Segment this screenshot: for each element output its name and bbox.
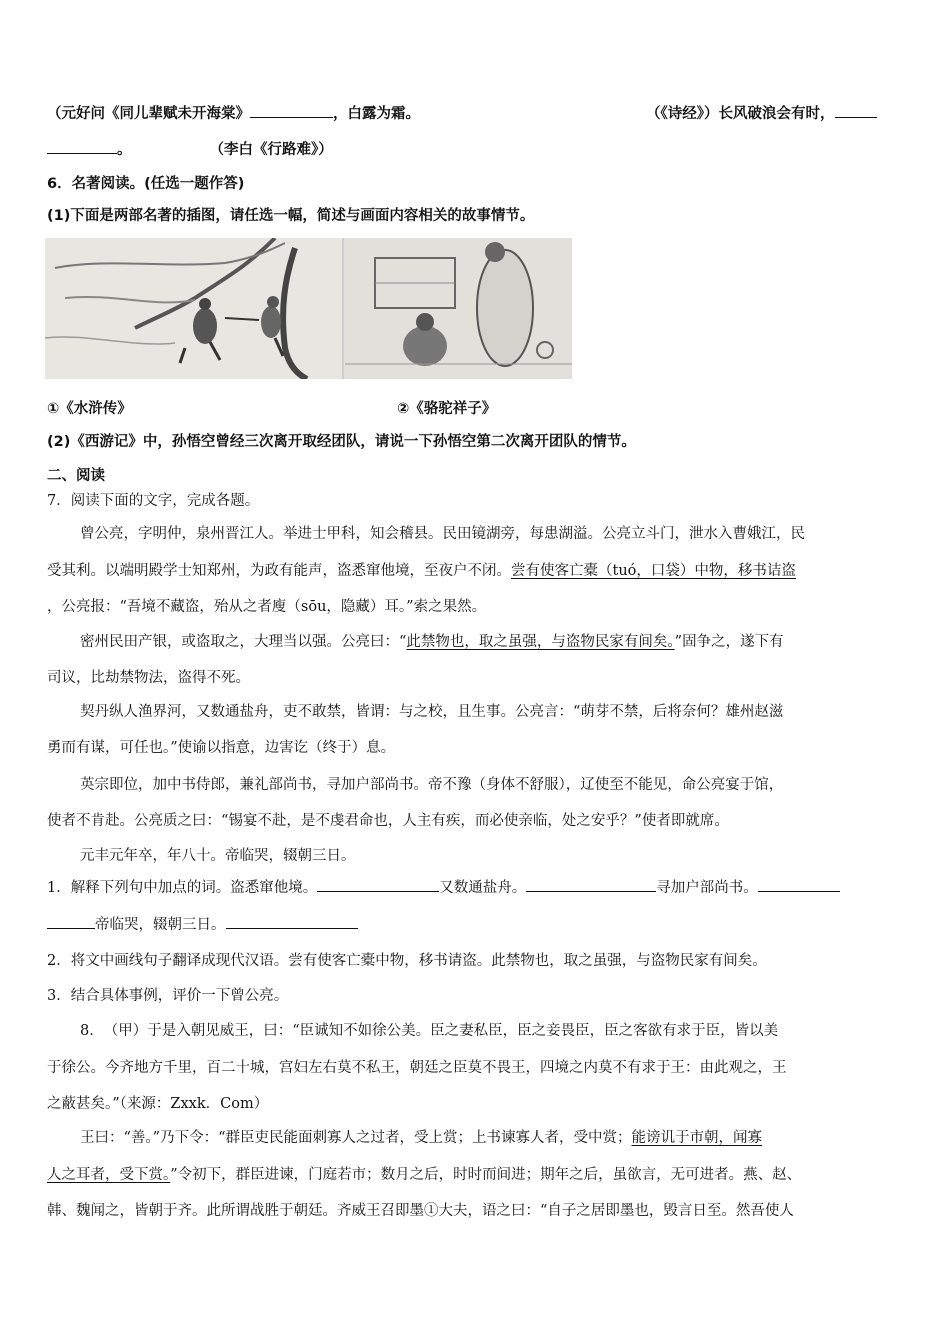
poem-line-2 <box>47 139 333 160</box>
q8-line <box>80 1128 762 1148</box>
underlined-sentence-3: 能谤讥于市朝，闻寡 <box>631 1130 762 1146</box>
answer-blank[interactable] <box>835 103 877 118</box>
underlined-sentence-1: 尝有使客亡橐（tuó，口袋）中物，移书诘盗 <box>511 563 796 579</box>
poem-line-1 <box>47 103 420 124</box>
q6-sub1: (1)下面是两部名著的插图，请任选一幅，简述与画面内容相关的故事情节。 <box>47 208 535 224</box>
poem-source-2: （《诗经》）长风破浪会有时， <box>646 106 835 122</box>
answer-blank[interactable] <box>758 877 840 892</box>
q7-question-1 <box>47 877 840 898</box>
passage-line: 曾公亮，字明仲，泉州晋江人。举进士甲科，知会稽县。民田镜湖旁，每患湖溢。公亮立斗门，泄水入曹娥江，民 <box>80 526 805 542</box>
answer-blank[interactable] <box>47 139 117 154</box>
passage-text: 密州民田产银，或盗取之，大理当以强。公亮曰：“ <box>80 634 407 650</box>
passage-line: 元丰元年卒，年八十。帝临哭，辍朝三日。 <box>80 848 356 864</box>
q6-title: 6．名著阅读。(任选一题作答) <box>47 176 245 192</box>
q8-line: 8． （甲）于是入朝见威王，曰：“臣诚知不如徐公美。臣之妻私臣，臣之妾畏臣，臣之客欲有求于臣，皆以美 <box>80 1023 779 1039</box>
answer-blank[interactable] <box>250 103 333 118</box>
answer-blank[interactable] <box>226 914 358 929</box>
question-text: 寻加户部尚书。 <box>656 880 758 896</box>
passage-line <box>80 632 784 652</box>
passage-text: ”令初下，群臣进谏，门庭若市；数月之后，时时而间进；期年之后，虽欲言，无可进者。燕、赵、 <box>170 1167 802 1183</box>
poem-source-1: （元好问《同儿辈赋未开海棠》 <box>47 106 250 122</box>
section-heading: 二、阅读 <box>47 468 105 484</box>
passage-line: 司议，比劫禁物法，盗得不死。 <box>47 670 250 686</box>
illustration-image <box>45 238 572 379</box>
poem-source-3: （李白《行路难》） <box>209 142 333 158</box>
passage-line: 契丹纵人渔界河，又数通盐舟，吏不敢禁，皆谓：与之校，且生事。公亮言：“萌芽不禁，后将奈何？雄州赵滋 <box>80 704 784 720</box>
q7-question-1-cont <box>47 914 358 935</box>
passage-text: 受其利。以端明殿学士知郑州，为政有能声，盗悉窜他境，至夜户不闭。 <box>47 563 511 579</box>
q6-sub2: (2)《西游记》中，孙悟空曾经三次离开取经团队，请说一下孙悟空第二次离开团队的情节。 <box>47 434 636 450</box>
underlined-sentence-2: 此禁物也，取之虽强，与盗物民家有间矣。 <box>406 634 675 650</box>
q6-option-2: ②《骆驼祥子》 <box>397 401 497 417</box>
q8-line: 之蔽甚矣。”（来源：Zxxk．Com） <box>47 1096 269 1112</box>
passage-line <box>47 561 796 581</box>
q7-question-2: 2．将文中画线句子翻译成现代汉语。尝有使客亡橐中物，移书请盗。此禁物也，取之虽强，与盗物民家有间矣。 <box>47 953 767 969</box>
answer-blank[interactable] <box>317 877 439 892</box>
q8-line: 于徐公。今齐地方千里，百二十城，宫妇左右莫不私王，朝廷之臣莫不畏王，四境之内莫不有求于王：由此观之，王 <box>47 1060 787 1076</box>
answer-blank[interactable] <box>47 914 95 929</box>
passage-line: 使者不肯赴。公亮质之曰：“锡宴不赴，是不虔君命也，人主有疾，而必使亲临，处之安乎？”使者即就席。 <box>47 813 729 829</box>
question-text: 1．解释下列句中加点的词。盗悉窜他境。 <box>47 880 318 896</box>
q6-option-1: ①《水浒传》 <box>47 401 132 417</box>
passage-text: ”固争之，遂下有 <box>674 634 784 650</box>
question-text: 又数通盐舟。 <box>439 880 527 896</box>
poem-text-1: ，白露为霜。 <box>333 106 420 122</box>
poem-line-1-right <box>646 103 877 124</box>
passage-line: 勇而有谋，可任也。”使谕以指意，边害讫（终于）息。 <box>47 740 396 756</box>
answer-blank[interactable] <box>526 877 656 892</box>
question-text: 帝临哭，辍朝三日。 <box>95 917 226 933</box>
passage-line: 英宗即位，加中书侍郎，兼礼部尚书，寻加户部尚书。帝不豫（身体不舒服），辽使至不能见，命公亮宴于馆， <box>80 777 784 793</box>
passage-text: 王曰：“善。”乃下令：“群臣吏民能面刺寡人之过者，受上赏；上书谏寡人者，受中赏； <box>80 1130 632 1146</box>
q8-line <box>47 1165 801 1185</box>
q7-question-3: 3．结合具体事例，评价一下曾公亮。 <box>47 988 289 1004</box>
passage-line: ，公亮报：“吾境不藏盗，殆从之者廋（sōu，隐藏）耳。”索之果然。 <box>47 599 487 615</box>
q8-line: 韩、魏闻之，皆朝于齐。此所谓战胜于朝廷。齐威王召即墨①大夫，语之曰：“自子之居即墨也，毁言日至。然吾使人 <box>47 1203 794 1219</box>
q7-title: 7．阅读下面的文字，完成各题。 <box>47 493 260 509</box>
underlined-sentence-3-cont: 人之耳者，受下赏。 <box>47 1167 171 1183</box>
poem-text-2: 。 <box>117 142 132 158</box>
illustration-drawing <box>45 238 572 379</box>
